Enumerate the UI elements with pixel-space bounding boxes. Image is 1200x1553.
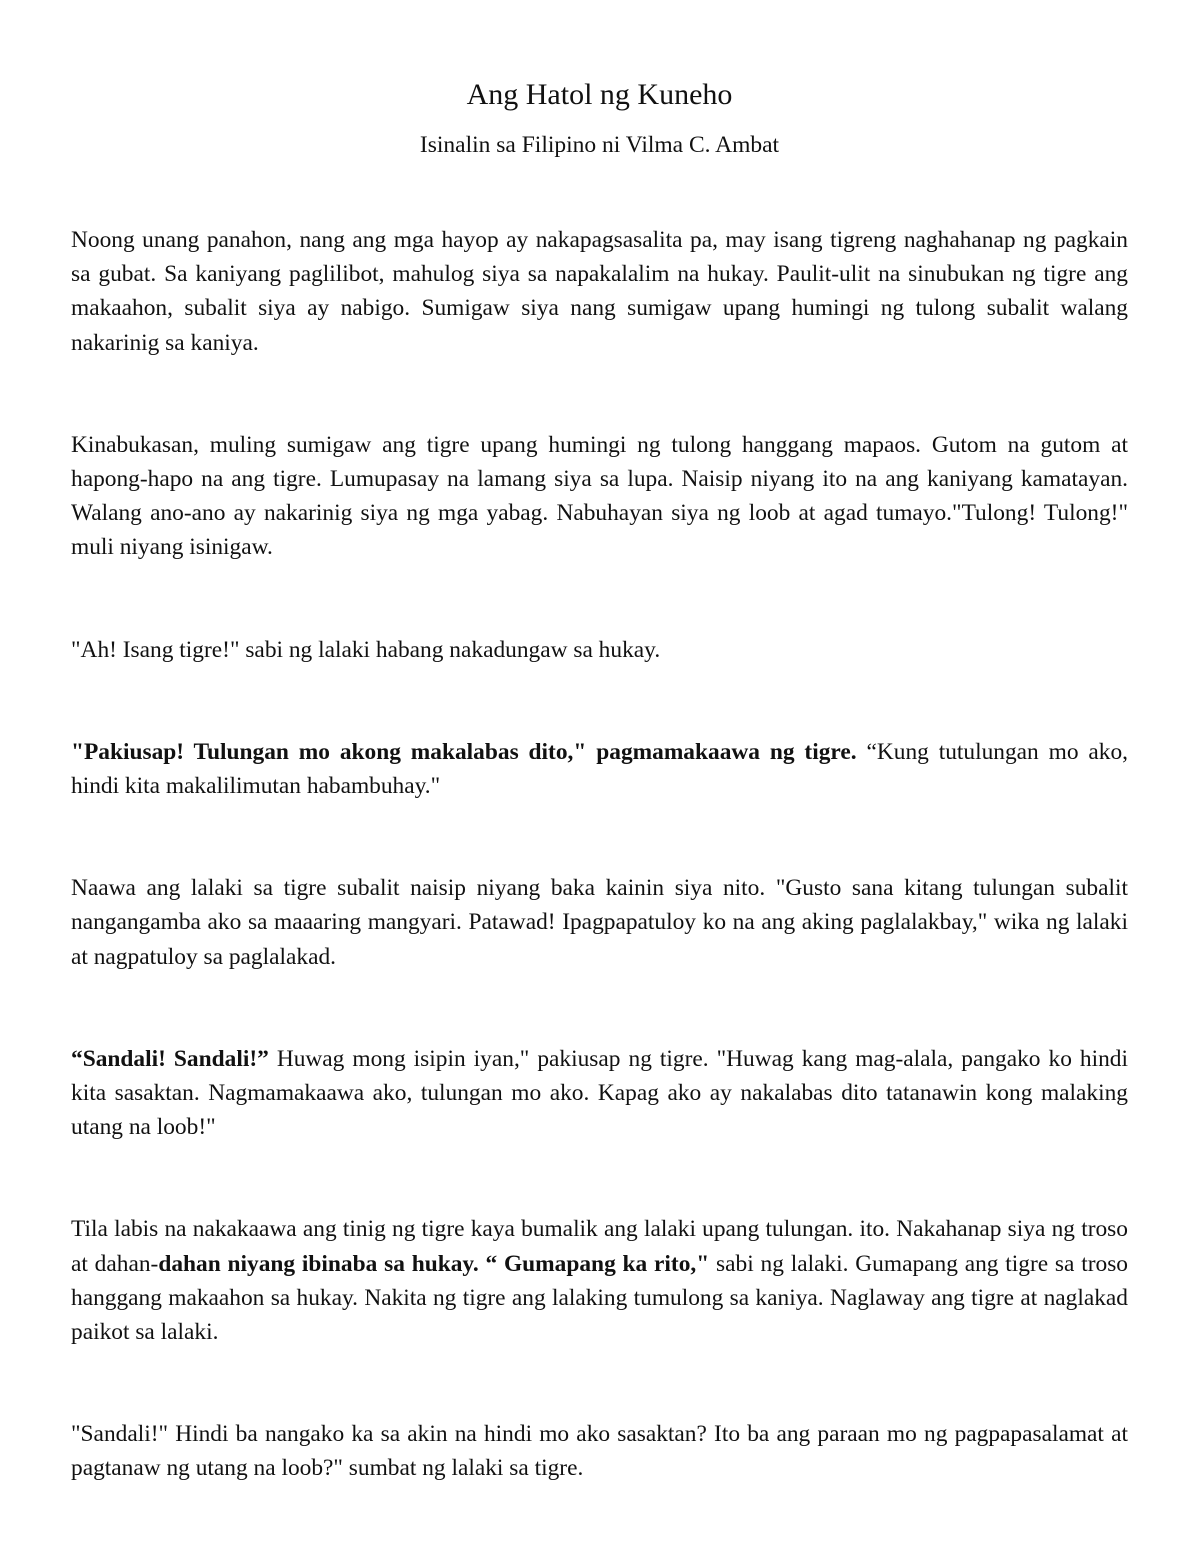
paragraph-text: Naawa ang lalaki sa tigre subalit naisip niyang baka kainin siya nito. "Gusto sana kitang tulungan subalit nangangamba ako sa maaaring mangyari. Patawad! Ipagpapatuloy ko na ang aking paglalakbay," wika ng lalaki at nagpatuloy sa paglalakad. bbox=[71, 875, 1128, 970]
story-paragraph-7 bbox=[71, 1212, 1128, 1349]
story-paragraph-2 bbox=[71, 428, 1128, 565]
paragraph-text: Kinabukasan, muling sumigaw ang tigre upang humingi ng tulong hanggang mapaos. Gutom na gutom at hapong-hapo na ang tigre. Lumupasay na lamang siya sa lupa. Naisip niyang ito na ang kaniyang kamatayan. Walang ano-ano ay nakarinig siya ng mga yabag. Nabuhayan siya ng loob at agad tumayo."Tulong! Tulong!" muli niyang isinigaw. bbox=[71, 431, 1128, 561]
paragraph-bold-text: "Pakiusap! Tulungan mo akong makalabas dito," pagmamakaawa ng tigre. bbox=[71, 738, 857, 765]
story-paragraph-1 bbox=[71, 223, 1128, 360]
paragraph-bold-text: dahan niyang ibinaba sa hukay. “ Gumapang ka rito," bbox=[158, 1250, 710, 1277]
paragraph-text: "Sandali!" Hindi ba nangako ka sa akin na hindi mo ako sasaktan? Ito ba ang paraan mo ng pagpapasalamat at pagtanaw ng utang na loob?" sumbat ng lalaki sa tigre. bbox=[71, 1421, 1128, 1482]
paragraph-tail-text: sabi ng lalaki. Gumapang ang tigre sa troso hanggang makaahon sa hukay. Nakita ng tigre ang lalaking tumulong sa kaniya. Naglaway ang tigre at naglakad paikot sa lalaki. bbox=[71, 1250, 1128, 1346]
story-paragraph-6 bbox=[71, 1042, 1128, 1145]
story-paragraph-8 bbox=[71, 1417, 1128, 1485]
paragraph-bold-text: “Sandali! Sandali!” bbox=[71, 1045, 269, 1072]
page-title: Ang Hatol ng Kuneho bbox=[466, 78, 733, 111]
paragraph-text: Noong unang panahon, nang ang mga hayop ay nakapagsasalita pa, may isang tigreng naghahanap ng pagkain sa gubat. Sa kaniyang paglilibot, mahulog siya sa napakalalim na hukay. Paulit-ulit na sinubukan ng tigre ang makaahon, subalit siya ay nabigo. Sumigaw siya nang sumigaw upang humingi ng tulong subalit walang nakarinig sa kaniya. bbox=[71, 227, 1128, 356]
paragraph-text: Tila labis na nakakaawa ang tinig ng tigre kaya bumalik ang lalaki upang tulungan. ito. Nakahanap siya ng troso at dahan- bbox=[71, 1216, 1128, 1277]
story-paragraph-4 bbox=[71, 735, 1128, 803]
paragraph-text: “Kung tutulungan mo ako, hindi kita makalilimutan habambuhay." bbox=[71, 738, 1129, 800]
page-subtitle: Isinalin sa Filipino ni Vilma C. Ambat bbox=[419, 132, 780, 158]
story-body bbox=[71, 223, 1128, 1486]
story-paragraph-5 bbox=[71, 871, 1128, 974]
paragraph-text: "Ah! Isang tigre!" sabi ng lalaki habang nakadungaw sa hukay. bbox=[71, 636, 661, 663]
story-paragraph-3 bbox=[71, 633, 1128, 667]
paragraph-text: Huwag mong isipin iyan," pakiusap ng tigre. "Huwag kang mag-alala, pangako ko hindi kita sasaktan. Nagmamakaawa ako, tulungan mo ako. Kapag ako ay nakalabas dito tatanawin kong malaking utang na loob!" bbox=[71, 1045, 1128, 1141]
